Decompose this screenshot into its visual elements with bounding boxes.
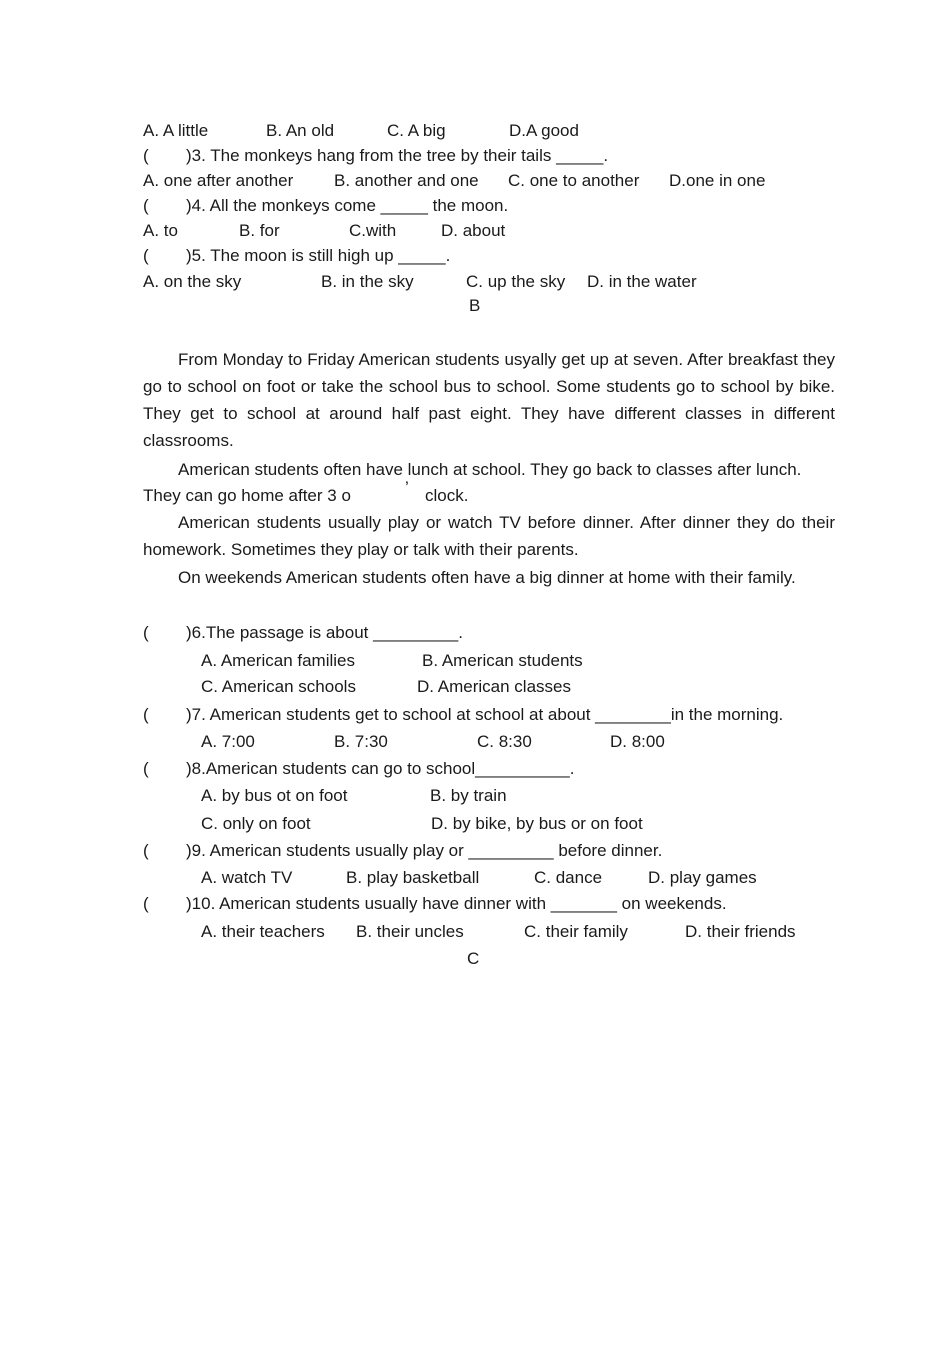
section-c-heading: C — [467, 949, 480, 968]
passage-paragraph-2-line-2b: clock. — [425, 486, 469, 505]
q4-option-b: B. for — [239, 221, 280, 240]
q2-option-a: A. A little — [143, 121, 209, 140]
passage-paragraph-1: From Monday to Friday American students usyally get up at seven. After breakfast they go to school on foot or take the school bus to school. Some students go to school by bike. They get to school at around half past eight. They have different classes in different classrooms. — [143, 350, 835, 450]
q6-option-b: B. American students — [422, 651, 583, 670]
q5-option-b: B. in the sky — [321, 272, 414, 291]
q2-option-c: C. A big — [387, 121, 446, 140]
apostrophe-mark: ’ — [405, 478, 409, 497]
q10-option-d: D. their friends — [685, 922, 796, 941]
q9-option-c: C. dance — [534, 868, 603, 887]
q3-option-a: A. one after another — [143, 171, 294, 190]
q10-option-b: B. their uncles — [356, 922, 464, 941]
q6-paren: ( — [143, 623, 149, 642]
q7-paren: ( — [143, 705, 149, 724]
q4-option-a: A. to — [143, 221, 178, 240]
q3-stem: )3. The monkeys hang from the tree by their tails _____. — [186, 146, 609, 165]
q5-option-a: A. on the sky — [143, 272, 242, 291]
q6-option-a: A. American families — [201, 651, 355, 670]
q8-option-a: A. by bus ot on foot — [201, 786, 348, 805]
passage-paragraph-2-line-2a: They can go home after 3 o — [143, 486, 351, 505]
passage-paragraph-4: On weekends American students often have a big dinner at home with their family. — [178, 568, 796, 587]
q7-option-b: B. 7:30 — [334, 732, 388, 751]
q8-option-b: B. by train — [430, 786, 507, 805]
q5-option-d: D. in the water — [587, 272, 697, 291]
q8-stem: )8.American students can go to school__________. — [186, 759, 575, 778]
q10-stem: )10. American students usually have dinner with _______ on weekends. — [186, 894, 727, 913]
q6-option-c: C. American schools — [201, 677, 356, 696]
q4-option-d: D. about — [441, 221, 506, 240]
q4-option-c: C.with — [349, 221, 397, 240]
q9-option-b: B. play basketball — [346, 868, 480, 887]
q7-stem: )7. American students get to school at school at about ________in the morning. — [186, 705, 784, 724]
q2-option-b: B. An old — [266, 121, 335, 140]
passage-paragraph-3: American students usually play or watch TV before dinner. After dinner they do their homework. Sometimes they play or talk with their parents. — [143, 513, 835, 559]
q8-paren: ( — [143, 759, 149, 778]
q5-stem: )5. The moon is still high up _____. — [186, 246, 451, 265]
q10-option-a: A. their teachers — [201, 922, 325, 941]
q5-option-c: C. up the sky — [466, 272, 566, 291]
section-b-heading: B — [469, 296, 481, 315]
q3-paren: ( — [143, 146, 149, 165]
q10-option-c: C. their family — [524, 922, 628, 941]
q7-option-d: D. 8:00 — [610, 732, 665, 751]
q9-option-a: A. watch TV — [201, 868, 293, 887]
q8-option-c: C. only on foot — [201, 814, 311, 833]
q9-stem: )9. American students usually play or _________ before dinner. — [186, 841, 663, 860]
q9-paren: ( — [143, 841, 149, 860]
q7-option-a: A. 7:00 — [201, 732, 255, 751]
q4-stem: )4. All the monkeys come _____ the moon. — [186, 196, 509, 215]
passage-paragraph-2-line-1: American students often have lunch at school. They go back to classes after lunch. — [178, 460, 802, 479]
q5-paren: ( — [143, 246, 149, 265]
q9-option-d: D. play games — [648, 868, 757, 887]
q3-option-b: B. another and one — [334, 171, 479, 190]
q3-option-c: C. one to another — [508, 171, 640, 190]
q10-paren: ( — [143, 894, 149, 913]
q4-paren: ( — [143, 196, 149, 215]
q3-option-d: D.one in one — [669, 171, 766, 190]
q8-option-d: D. by bike, by bus or on foot — [431, 814, 643, 833]
q7-option-c: C. 8:30 — [477, 732, 532, 751]
q6-stem: )6.The passage is about _________. — [186, 623, 463, 642]
q6-option-d: D. American classes — [417, 677, 571, 696]
q2-option-d: D.A good — [509, 121, 579, 140]
